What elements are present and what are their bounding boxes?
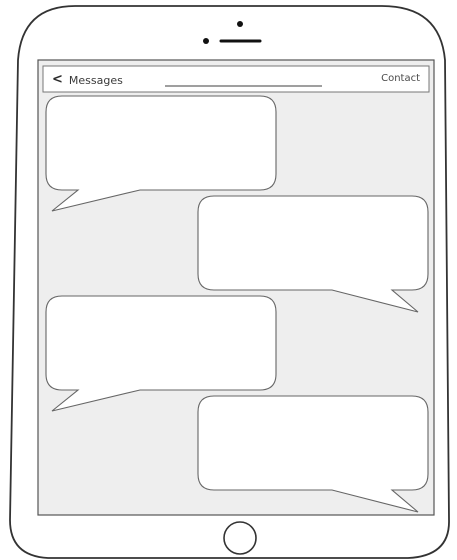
camera-icon <box>237 21 243 27</box>
back-button[interactable] <box>52 72 123 88</box>
contact-button[interactable]: Contact <box>381 73 420 84</box>
chevron-left-icon: < <box>52 72 63 87</box>
back-label: Messages <box>68 73 123 87</box>
home-button[interactable] <box>222 521 258 557</box>
sensor-icon <box>203 38 209 44</box>
